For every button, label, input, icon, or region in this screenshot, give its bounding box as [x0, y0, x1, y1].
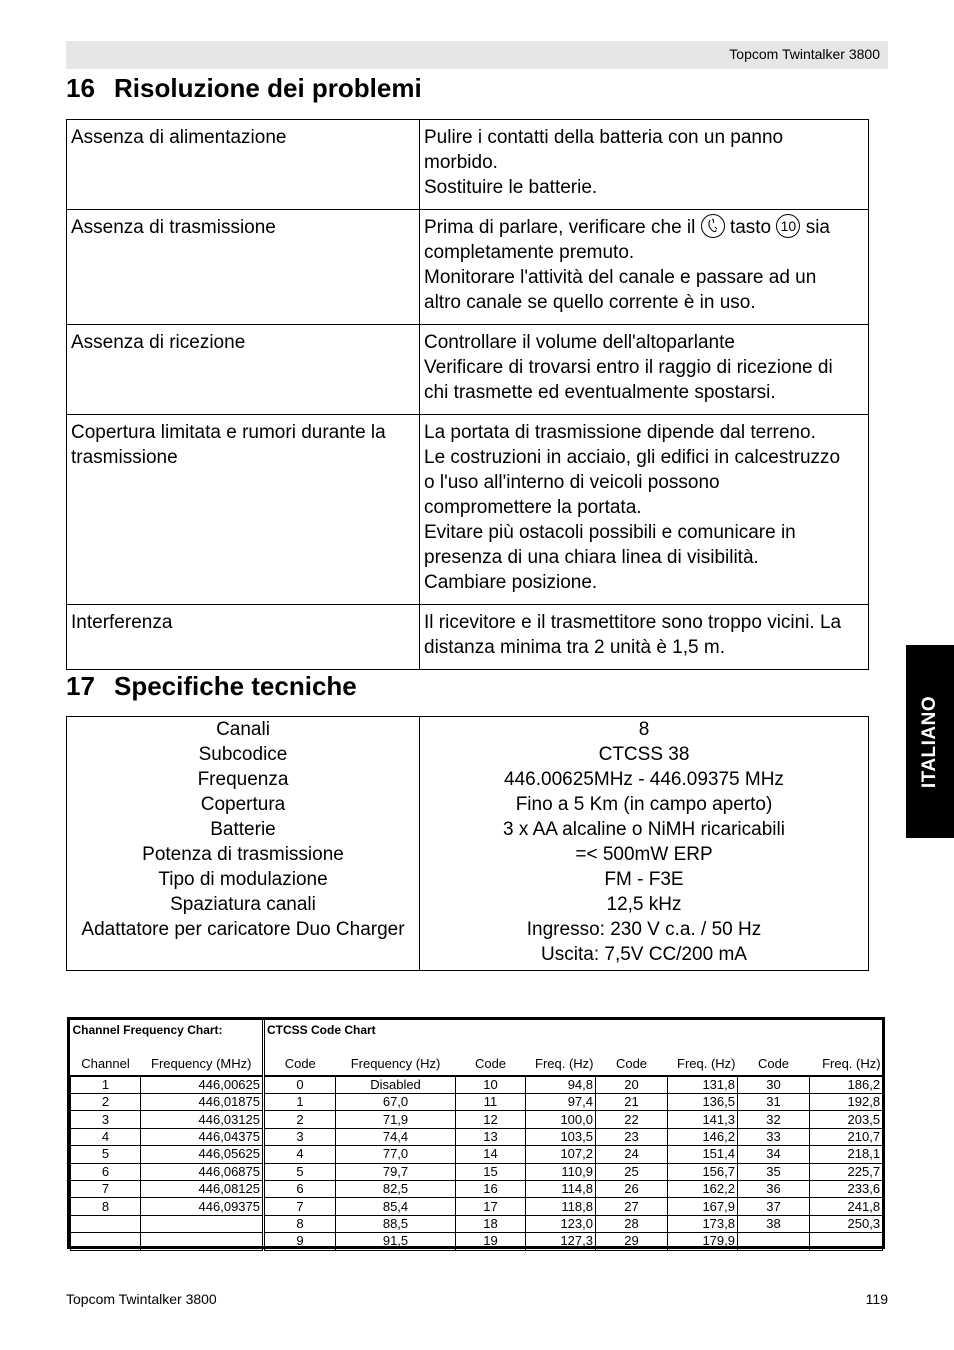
table-row	[71, 1215, 883, 1232]
table-cell: 8	[71, 1198, 141, 1215]
table-cell: 20	[596, 1076, 668, 1094]
table-cell: 38	[738, 1215, 810, 1232]
table-cell: 37	[738, 1198, 810, 1215]
table-row	[71, 1198, 883, 1215]
solution-line: La portata di trasmissione dipende dal terreno.	[424, 422, 816, 443]
table-cell: 21	[596, 1094, 668, 1111]
table-cell: 29	[596, 1233, 668, 1250]
solution-cell	[420, 605, 869, 670]
table-cell: 127,3	[526, 1233, 596, 1250]
solution-line: chi trasmette ed eventualmente spostarsi.	[424, 382, 776, 403]
table-cell: 3	[71, 1111, 141, 1128]
table-cell: 151,4	[668, 1146, 738, 1163]
table-cell: 5	[264, 1163, 336, 1180]
table-cell: 233,6	[810, 1180, 883, 1197]
page-header	[66, 41, 888, 69]
section-number: 16	[66, 73, 95, 103]
table-cell: 25	[596, 1163, 668, 1180]
table-cell: 179,9	[668, 1233, 738, 1250]
specs-table	[66, 716, 869, 971]
table-cell: 446,03125	[141, 1111, 264, 1128]
table-cell: 446,00625	[141, 1076, 264, 1094]
spec-value: FM - F3E	[604, 869, 684, 890]
table-cell	[738, 1233, 810, 1250]
button-number-badge: 10	[776, 214, 800, 238]
table-cell: 136,5	[668, 1094, 738, 1111]
ctcss-chart-title: CTCSS Code Chart	[264, 1020, 883, 1040]
table-cell: 23	[596, 1128, 668, 1145]
table-cell: 103,5	[526, 1128, 596, 1145]
solution-cell	[420, 415, 869, 605]
table-cell: 446,04375	[141, 1128, 264, 1145]
solution-line: Verificare di trovarsi entro il raggio di ricezione di	[424, 357, 833, 378]
table-cell	[141, 1233, 264, 1250]
table-cell	[810, 1233, 883, 1250]
table-cell: 107,2	[526, 1146, 596, 1163]
problem-line: Copertura limitata e rumori durante la	[71, 422, 386, 443]
talk-button-icon	[701, 214, 725, 238]
spec-labels-cell	[67, 717, 420, 971]
spec-value: 446.00625MHz - 446.09375 MHz	[504, 769, 784, 790]
table-row	[71, 1094, 883, 1111]
table-row	[71, 1163, 883, 1180]
solution-line: o l'uso all'interno di veicoli possono	[424, 472, 720, 493]
table-cell: 79,7	[336, 1163, 456, 1180]
spec-label: Canali	[216, 719, 270, 740]
spec-label: Potenza di trasmissione	[142, 844, 344, 865]
table-cell: 31	[738, 1094, 810, 1111]
column-header: Frequency (Hz)	[336, 1040, 456, 1076]
table-cell: 8	[264, 1215, 336, 1232]
table-cell: 110,9	[526, 1163, 596, 1180]
chart-header-row	[71, 1040, 883, 1076]
table-cell: 32	[738, 1111, 810, 1128]
table-row	[71, 1146, 883, 1163]
spec-label: Tipo di modulazione	[158, 869, 328, 890]
table-cell: 10	[456, 1076, 526, 1094]
spec-value: 12,5 kHz	[606, 894, 682, 915]
table-cell: 7	[264, 1198, 336, 1215]
table-cell	[71, 1215, 141, 1232]
solution-line: Controllare il volume dell'altoparlante	[424, 332, 735, 353]
frequency-code-chart	[67, 1017, 885, 1249]
table-cell: 131,8	[668, 1076, 738, 1094]
table-cell: 67,0	[336, 1094, 456, 1111]
spec-value: =< 500mW ERP	[575, 844, 713, 865]
table-cell: 6	[264, 1180, 336, 1197]
table-row	[71, 1128, 883, 1145]
table-cell: 85,4	[336, 1198, 456, 1215]
table-cell: 100,0	[526, 1111, 596, 1128]
solution-cell	[420, 120, 869, 210]
table-cell: 30	[738, 1076, 810, 1094]
table-cell: 218,1	[810, 1146, 883, 1163]
table-cell: 34	[738, 1146, 810, 1163]
table-cell: 446,06875	[141, 1163, 264, 1180]
table-cell: 156,7	[668, 1163, 738, 1180]
table-cell: 35	[738, 1163, 810, 1180]
table-cell: 3	[264, 1128, 336, 1145]
table-cell: 2	[264, 1111, 336, 1128]
table-row	[67, 415, 869, 605]
problem-text: Assenza di alimentazione	[71, 127, 287, 148]
table-row	[67, 717, 869, 971]
solution-line: Le costruzioni in acciaio, gli edifici in calcestruzzo	[424, 447, 841, 468]
spec-label: Batterie	[210, 819, 276, 840]
section-title: Specifiche tecniche	[114, 671, 357, 701]
footer-product-name: Topcom Twintalker 3800	[66, 1291, 217, 1307]
channel-chart-title: Channel Frequency Chart:	[72, 1023, 223, 1037]
spec-values-cell	[420, 717, 869, 971]
problem-line: trasmissione	[71, 447, 178, 468]
solution-line: compromettere la portata.	[424, 497, 642, 518]
table-cell: 4	[71, 1128, 141, 1145]
table-cell: 167,9	[668, 1198, 738, 1215]
spec-value: Uscita: 7,5V CC/200 mA	[541, 944, 747, 965]
table-cell: 19	[456, 1233, 526, 1250]
table-cell: 7	[71, 1180, 141, 1197]
spec-label: Copertura	[200, 794, 286, 815]
table-row	[71, 1233, 883, 1250]
table-cell: 71,9	[336, 1111, 456, 1128]
table-row	[71, 1180, 883, 1197]
solution-line: Cambiare posizione.	[424, 572, 598, 593]
table-cell: 14	[456, 1146, 526, 1163]
problem-text: Assenza di trasmissione	[71, 217, 276, 238]
table-cell: 446,08125	[141, 1180, 264, 1197]
spec-label: Frequenza	[197, 769, 289, 790]
table-cell: 203,5	[810, 1111, 883, 1128]
solution-cell	[420, 210, 869, 325]
problem-cell	[67, 120, 420, 210]
table-cell: 17	[456, 1198, 526, 1215]
table-cell: 141,3	[668, 1111, 738, 1128]
section-number: 17	[66, 671, 95, 701]
column-header: Code	[264, 1040, 336, 1076]
table-cell: 33	[738, 1128, 810, 1145]
table-cell: 11	[456, 1094, 526, 1111]
table-cell: Disabled	[336, 1076, 456, 1094]
solution-text: tasto	[729, 217, 772, 238]
table-cell: 123,0	[526, 1215, 596, 1232]
solution-line: Sostituire le batterie.	[424, 177, 598, 198]
table-cell: 28	[596, 1215, 668, 1232]
table-cell: 77,0	[336, 1146, 456, 1163]
spec-value: 8	[638, 719, 650, 740]
table-cell: 0	[264, 1076, 336, 1094]
spec-label: Subcodice	[198, 744, 288, 765]
table-cell: 82,5	[336, 1180, 456, 1197]
table-cell	[141, 1215, 264, 1232]
solution-line: altro canale se quello corrente è in uso.	[424, 292, 756, 313]
table-cell: 446,09375	[141, 1198, 264, 1215]
table-cell: 15	[456, 1163, 526, 1180]
solution-line: Monitorare l'attività del canale e passare ad un	[424, 267, 817, 288]
column-header: Freq. (Hz)	[526, 1040, 596, 1076]
table-cell: 4	[264, 1146, 336, 1163]
table-cell: 18	[456, 1215, 526, 1232]
table-cell: 36	[738, 1180, 810, 1197]
section-heading-specs	[66, 671, 357, 702]
table-cell: 146,2	[668, 1128, 738, 1145]
table-cell: 173,8	[668, 1215, 738, 1232]
spec-value: Fino a 5 Km (in campo aperto)	[515, 794, 773, 815]
table-cell: 94,8	[526, 1076, 596, 1094]
spec-label: Spaziatura canali	[170, 894, 316, 915]
language-tab-label: ITALIANO	[919, 695, 940, 788]
table-cell: 241,8	[810, 1198, 883, 1215]
table-cell: 1	[71, 1076, 141, 1094]
language-tab	[906, 645, 954, 838]
section-title: Risoluzione dei problemi	[114, 73, 422, 103]
table-cell: 12	[456, 1111, 526, 1128]
solution-line: presenza di una chiara linea di visibilità.	[424, 547, 759, 568]
table-cell: 162,2	[668, 1180, 738, 1197]
table-row	[67, 605, 869, 670]
table-cell: 27	[596, 1198, 668, 1215]
solution-text: sia	[805, 217, 830, 238]
problem-cell	[67, 325, 420, 415]
table-cell: 210,7	[810, 1128, 883, 1145]
chart-body	[71, 1076, 883, 1250]
problem-text: Assenza di ricezione	[71, 332, 246, 353]
solution-line: completamente premuto.	[424, 242, 635, 263]
column-header: Channel	[71, 1040, 141, 1076]
table-cell: 13	[456, 1128, 526, 1145]
table-cell	[71, 1233, 141, 1250]
table-cell: 186,2	[810, 1076, 883, 1094]
table-row	[67, 210, 869, 325]
table-cell: 2	[71, 1094, 141, 1111]
table-row	[71, 1076, 883, 1094]
problem-cell	[67, 605, 420, 670]
table-cell: 225,7	[810, 1163, 883, 1180]
table-cell: 26	[596, 1180, 668, 1197]
spec-label: Adattatore per caricatore Duo Charger	[81, 919, 405, 940]
solution-cell	[420, 325, 869, 415]
column-header: Code	[596, 1040, 668, 1076]
solution-line: Pulire i contatti della batteria con un panno	[424, 127, 784, 148]
column-header: Frequency (MHz)	[141, 1040, 264, 1076]
problem-cell	[67, 415, 420, 605]
table-cell: 22	[596, 1111, 668, 1128]
spec-value: CTCSS 38	[598, 744, 690, 765]
problem-cell	[67, 210, 420, 325]
table-cell: 1	[264, 1094, 336, 1111]
solution-line: Evitare più ostacoli possibili e comunicare in	[424, 522, 796, 543]
solution-line: distanza minima tra 2 unità è 1,5 m.	[424, 637, 725, 658]
table-cell: 74,4	[336, 1128, 456, 1145]
solution-line	[424, 215, 864, 240]
troubleshooting-table	[66, 119, 869, 670]
solution-text: Prima di parlare, verificare che il	[424, 217, 696, 238]
chart-title-row	[71, 1020, 883, 1040]
table-cell: 16	[456, 1180, 526, 1197]
table-cell: 192,8	[810, 1094, 883, 1111]
spec-value: Ingresso: 230 V c.a. / 50 Hz	[526, 919, 762, 940]
solution-line: Il ricevitore e il trasmettitore sono troppo vicini. La	[424, 612, 842, 633]
table-cell: 5	[71, 1146, 141, 1163]
table-row	[71, 1111, 883, 1128]
table-row	[67, 120, 869, 210]
table-cell: 250,3	[810, 1215, 883, 1232]
table-row	[67, 325, 869, 415]
table-cell: 114,8	[526, 1180, 596, 1197]
solution-line: morbido.	[424, 152, 498, 173]
problem-text: Interferenza	[71, 612, 173, 633]
table-cell: 6	[71, 1163, 141, 1180]
column-header: Freq. (Hz)	[810, 1040, 883, 1076]
table-cell: 446,01875	[141, 1094, 264, 1111]
header-title: Topcom Twintalker 3800	[729, 46, 880, 62]
section-heading-troubleshooting	[66, 73, 422, 104]
table-cell: 9	[264, 1233, 336, 1250]
column-header: Code	[456, 1040, 526, 1076]
table-cell: 88,5	[336, 1215, 456, 1232]
table-cell: 24	[596, 1146, 668, 1163]
table-cell: 91,5	[336, 1233, 456, 1250]
table-cell: 446,05625	[141, 1146, 264, 1163]
column-header: Freq. (Hz)	[668, 1040, 738, 1076]
table-cell: 97,4	[526, 1094, 596, 1111]
column-header: Code	[738, 1040, 810, 1076]
table-cell: 118,8	[526, 1198, 596, 1215]
footer-page-number: 119	[865, 1291, 888, 1307]
spec-value: 3 x AA alcaline o NiMH ricaricabili	[503, 819, 785, 840]
